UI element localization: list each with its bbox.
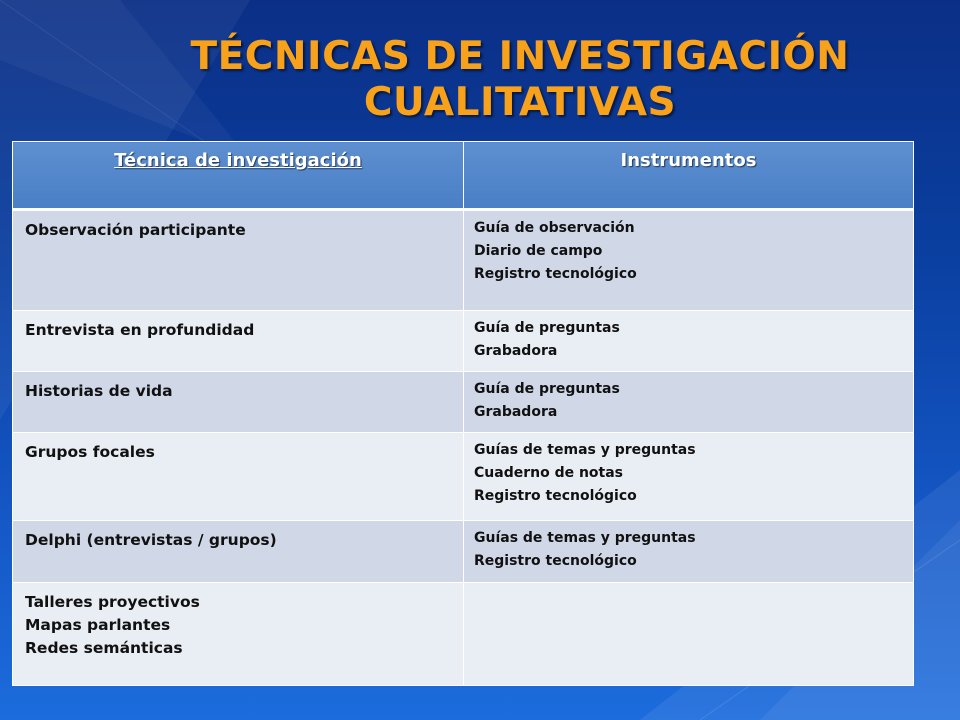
table-row [13,311,914,372]
instrument-text: Guía de observación [474,220,635,236]
instruments-cell [464,372,914,433]
instruments-cell [464,433,914,521]
technique-text: Grupos focales [25,443,155,461]
instruments-cell [464,583,914,686]
technique-text: Talleres proyectivos [25,593,200,611]
column-header-technique: Técnica de investigación [13,142,464,210]
technique-cell [13,372,464,433]
technique-text: Entrevista en profundidad [25,321,255,339]
slide-title [120,34,920,126]
slide-title-line-1: TÉCNICAS DE INVESTIGACIÓN [190,34,850,79]
instrument-text: Registro tecnológico [474,553,637,569]
technique-text: Historias de vida [25,382,173,400]
table-row [13,521,914,583]
technique-text: Mapas parlantes [25,616,171,634]
instrument-text: Diario de campo [474,243,603,259]
slide-title-line-2: CUALITATIVAS [363,80,677,125]
instrument-text: Grabadora [474,404,558,420]
technique-cell [13,583,464,686]
column-header-instruments: Instrumentos [464,142,914,210]
instruments-cell [464,311,914,372]
table-row [13,372,914,433]
technique-text: Observación participante [25,221,246,239]
instrument-text: Guías de temas y preguntas [474,530,696,546]
technique-text: Delphi (entrevistas / grupos) [25,531,277,549]
technique-cell [13,210,464,311]
table-header-row [13,142,914,210]
techniques-table [12,141,914,686]
technique-text: Redes semánticas [25,639,183,657]
instruments-cell [464,521,914,583]
instrument-text: Guías de temas y preguntas [474,442,696,458]
instrument-text: Registro tecnológico [474,488,637,504]
instruments-cell [464,210,914,311]
technique-cell [13,433,464,521]
table-row [13,433,914,521]
table-row [13,583,914,686]
technique-cell [13,521,464,583]
table-row [13,210,914,311]
technique-cell [13,311,464,372]
instrument-text: Registro tecnológico [474,266,637,282]
instrument-text: Grabadora [474,343,558,359]
instrument-text: Guía de preguntas [474,320,620,336]
instrument-text: Cuaderno de notas [474,465,624,481]
instrument-text: Guía de preguntas [474,381,620,397]
